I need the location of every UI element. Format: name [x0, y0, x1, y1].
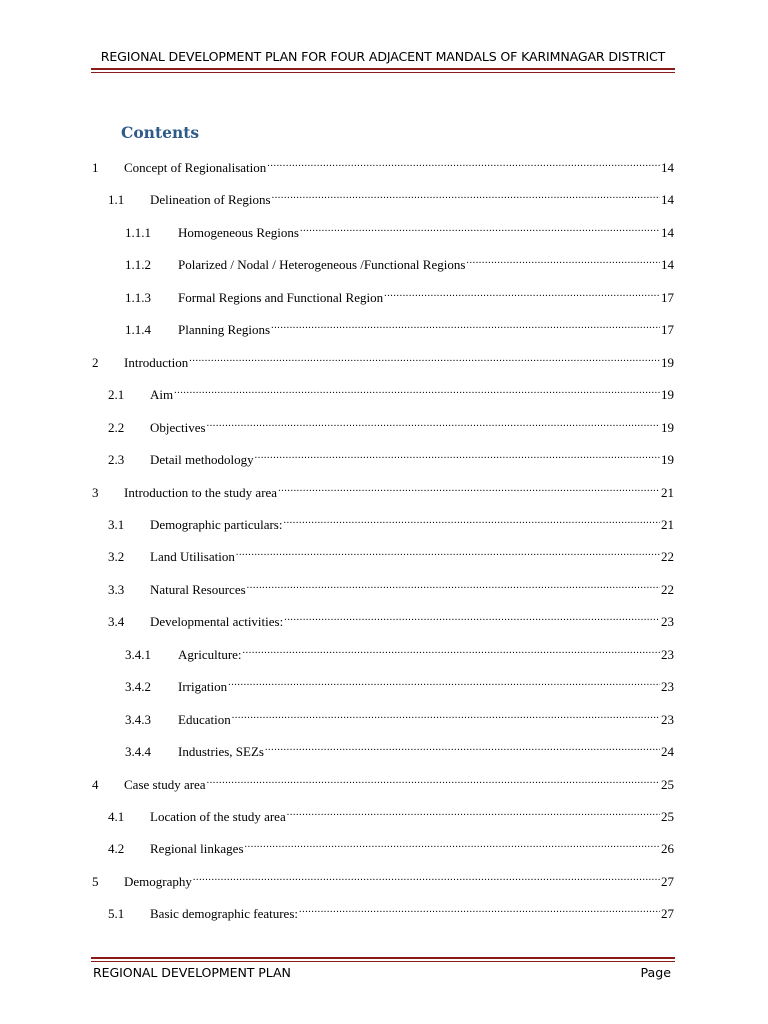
toc-dot-leader: [265, 738, 660, 756]
toc-dot-leader: [287, 803, 660, 821]
toc-entry[interactable]: [108, 835, 674, 857]
toc-entry-number: 3.1: [108, 516, 125, 532]
toc-dot-leader: [284, 608, 660, 626]
toc-entry-number: 1.1: [108, 192, 125, 208]
toc-entry[interactable]: [125, 641, 674, 662]
toc-entry-title: Irrigation: [178, 679, 228, 695]
toc-entry-title: Homogeneous Regions: [178, 224, 299, 240]
toc-entry-title: Polarized / Nodal / Heterogeneous /Functional Regions: [178, 257, 466, 273]
toc-entry-page: 17: [661, 289, 674, 305]
toc-dot-leader: [207, 771, 660, 789]
toc-entry-page: 14: [661, 257, 674, 273]
toc-entry-page: 21: [661, 516, 674, 532]
toc-dot-leader: [193, 868, 660, 886]
toc-entry[interactable]: [108, 543, 674, 565]
toc-dot-leader: [207, 414, 660, 432]
toc-entry[interactable]: [125, 316, 674, 338]
toc-entry[interactable]: [125, 284, 674, 305]
toc-entry-page: 23: [661, 614, 674, 630]
toc-entry-title: Basic demographic features:: [150, 906, 298, 922]
toc-entry-page: 14: [661, 192, 674, 208]
toc-entry-page: 23: [661, 646, 674, 662]
toc-entry[interactable]: [108, 803, 674, 824]
toc-entry-number: 4: [92, 776, 99, 792]
toc-entry-number: 3.4.3: [125, 711, 151, 727]
toc-entry-number: 5: [92, 873, 99, 889]
toc-entry-title: Introduction to the study area: [124, 484, 278, 500]
toc-entry[interactable]: [108, 576, 674, 597]
toc-entry-title: Location of the study area: [150, 809, 286, 824]
toc-entry-number: 2.2: [108, 419, 125, 435]
toc-entry-title: Objectives: [150, 419, 206, 435]
toc-entry[interactable]: [108, 414, 674, 435]
toc-entry-title: Aim: [150, 387, 174, 403]
toc-entry-title: Land Utilisation: [150, 549, 235, 565]
toc-entry-title: Planning Regions: [178, 322, 271, 338]
toc-entry-title: Education: [178, 711, 231, 727]
toc-entry-number: 2.3: [108, 452, 125, 468]
toc-dot-leader: [174, 381, 660, 399]
toc-dot-leader: [300, 219, 660, 237]
toc-entry-title: Industries, SEZs: [178, 744, 264, 760]
toc-dot-leader: [232, 706, 660, 724]
toc-entry-page: 27: [661, 873, 674, 889]
contents-heading: Contents: [121, 123, 200, 142]
toc-entry-page: 26: [661, 841, 674, 857]
toc-entry[interactable]: [108, 511, 674, 532]
toc-dot-leader: [299, 900, 660, 918]
toc-entry-number: 2: [92, 354, 99, 370]
toc-entry-title: Demographic particulars:: [150, 516, 283, 532]
toc-entry-title: Case study area: [124, 776, 206, 792]
toc-entry[interactable]: [125, 738, 674, 760]
toc-entry-page: 25: [661, 776, 674, 792]
toc-entry[interactable]: [108, 900, 674, 922]
toc-entry-number: 3.4.1: [125, 646, 151, 662]
toc-dot-leader: [189, 349, 660, 367]
footer-rule-thin: [91, 961, 675, 962]
toc-entry-number: 3.4.2: [125, 679, 151, 695]
header-rule-thin: [91, 72, 675, 73]
toc-entry-title: Developmental activities:: [150, 614, 284, 630]
toc-entry-title: Demography: [124, 873, 192, 889]
toc-entry-title: Regional linkages: [150, 841, 244, 857]
toc-entry-number: 1.1.3: [125, 289, 151, 305]
toc-entry[interactable]: [108, 381, 674, 403]
header-title: REGIONAL DEVELOPMENT PLAN FOR FOUR ADJACENT MANDALS OF KARIMNAGAR DISTRICT: [100, 49, 666, 64]
toc-dot-leader: [267, 154, 660, 172]
toc-entry[interactable]: [92, 479, 674, 500]
header-rule-thick: [91, 68, 675, 70]
toc-entry[interactable]: [125, 673, 674, 695]
toc-entry-page: 23: [661, 679, 674, 695]
toc-entry[interactable]: [108, 186, 674, 208]
toc-entry-number: 2.1: [108, 387, 125, 403]
toc-entry-title: Natural Resources: [150, 581, 246, 597]
toc-entry-number: 3.2: [108, 549, 125, 565]
toc-dot-leader: [245, 835, 660, 853]
toc-dot-leader: [271, 316, 660, 334]
toc-entry-number: 3.4.4: [125, 744, 151, 760]
toc-entry-page: 22: [661, 581, 674, 597]
toc-entry-page: 14: [661, 224, 674, 240]
toc-entry-number: 3.4: [108, 614, 125, 630]
toc-entry-page: 19: [661, 452, 674, 468]
footer-rule-thick: [91, 957, 675, 959]
toc-entry[interactable]: [92, 771, 674, 792]
toc-entry-title: Detail methodology: [150, 452, 254, 468]
toc-entry[interactable]: [92, 868, 674, 889]
toc-entry-number: 1.1.1: [125, 224, 151, 240]
toc-entry-page: 25: [661, 809, 674, 824]
toc-entry-title: Introduction: [124, 354, 189, 370]
toc-entry-title: Formal Regions and Functional Region: [178, 289, 384, 305]
toc-entry[interactable]: [92, 154, 674, 175]
toc-entry-page: 22: [661, 549, 674, 565]
toc-entry-number: 1.1.4: [125, 322, 151, 338]
toc-entry-number: 3: [92, 484, 99, 500]
toc-entry-number: 1.1.2: [125, 257, 151, 273]
toc-dot-leader: [272, 186, 660, 204]
toc-entry[interactable]: [92, 349, 674, 370]
footer-title: REGIONAL DEVELOPMENT PLAN: [93, 965, 291, 980]
toc-entry-page: 19: [661, 387, 674, 403]
toc-entry-page: 24: [661, 744, 674, 760]
toc-dot-leader: [466, 251, 660, 269]
toc-entry-number: 1: [92, 160, 99, 175]
toc-dot-leader: [243, 641, 660, 659]
toc-entry-title: Concept of Regionalisation: [124, 160, 267, 175]
toc-entry[interactable]: [108, 608, 674, 630]
toc-entry-page: 27: [661, 906, 674, 922]
toc-entry-page: 14: [661, 160, 674, 175]
toc-entry-number: 4.2: [108, 841, 125, 857]
toc-entry-page: 19: [661, 354, 674, 370]
toc-entry-page: 21: [661, 484, 674, 500]
toc-entry-number: 4.1: [108, 809, 125, 824]
toc-entry-number: 3.3: [108, 581, 125, 597]
toc-dot-leader: [247, 576, 660, 594]
toc-dot-leader: [255, 446, 660, 464]
toc-entry-title: Delineation of Regions: [150, 192, 271, 208]
toc-dot-leader: [384, 284, 660, 302]
toc-dot-leader: [278, 479, 660, 497]
toc-entry-page: 19: [661, 419, 674, 435]
toc-dot-leader: [283, 511, 660, 529]
toc-entry-page: 17: [661, 322, 674, 338]
toc-entry-page: 23: [661, 711, 674, 727]
toc-dot-leader: [236, 543, 660, 561]
toc-entry[interactable]: [125, 706, 674, 727]
toc-entry-title: Agriculture:: [178, 646, 242, 662]
toc-entry[interactable]: [108, 446, 674, 468]
toc-entry-number: 5.1: [108, 906, 125, 922]
toc-entry[interactable]: [125, 219, 674, 240]
toc-entry[interactable]: [125, 251, 674, 273]
footer-page-label: Page: [640, 965, 671, 980]
toc-dot-leader: [228, 673, 660, 691]
